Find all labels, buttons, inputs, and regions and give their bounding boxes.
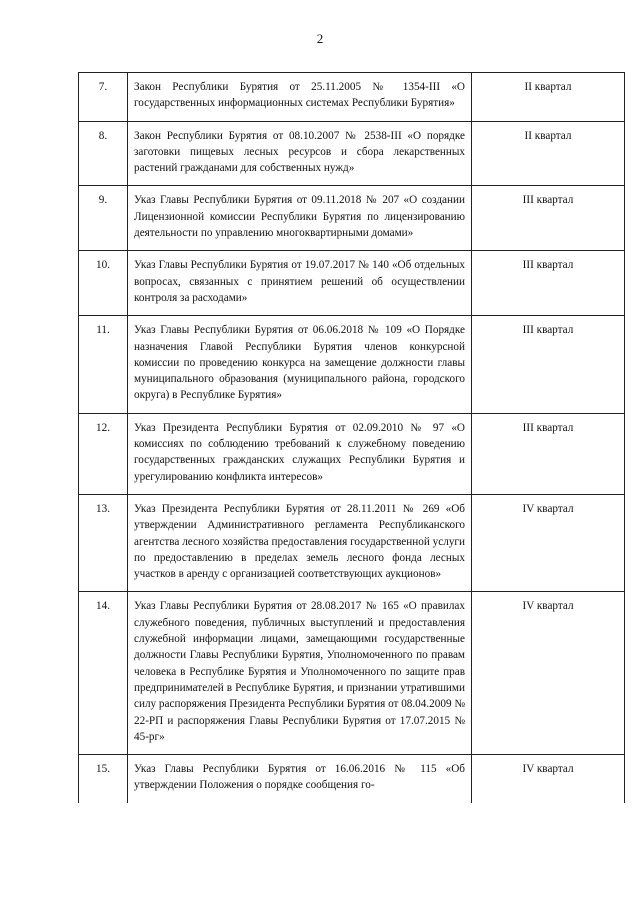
period-cell: III квартал — [472, 186, 625, 251]
act-description: Указ Главы Республики Бурятия от 28.08.2017 № 165 «О правилах служебного поведения, публичных выступлений и предоставления служебной информации лицами, замещающими государственные должности Главы Республики Бурятия, Уполномоченного по правам человека в Республике Бурятия и Уполномоченного по защите прав предпринимателей в Республике Бурятия, и признании утратившими силу распоряжения Президента Республики Бурятия от 08.04.2009 № 22-РП и распоряжения Главы Республики Бурятия от 17.07.2015 № 45-рг» — [128, 592, 472, 755]
row-number: 8. — [79, 121, 128, 186]
table-row — [79, 316, 625, 413]
table-row — [79, 413, 625, 494]
row-number: 11. — [79, 316, 128, 413]
row-number: 14. — [79, 592, 128, 755]
period-cell: II квартал — [472, 121, 625, 186]
table-row — [79, 186, 625, 251]
table-row — [79, 592, 625, 755]
period-cell: IV квартал — [472, 755, 625, 803]
period-cell: III квартал — [472, 413, 625, 494]
row-number: 10. — [79, 251, 128, 316]
table-row — [79, 494, 625, 591]
row-number: 12. — [79, 413, 128, 494]
table-row — [79, 73, 625, 122]
row-number: 15. — [79, 755, 128, 803]
act-description: Указ Главы Республики Бурятия от 16.06.2016 № 115 «Об утверждении Положения о порядке сообщения го- — [128, 755, 472, 803]
period-cell: III квартал — [472, 251, 625, 316]
table-row — [79, 121, 625, 186]
row-number: 9. — [79, 186, 128, 251]
period-cell: IV квартал — [472, 592, 625, 755]
table-row — [79, 755, 625, 803]
row-number: 7. — [79, 73, 128, 122]
row-number: 13. — [79, 494, 128, 591]
act-description: Указ Президента Республики Бурятия от 28.11.2011 № 269 «Об утверждении Административного регламента Республиканского агентства лесного хозяйства предоставления государственной услуги по предоставлению в пределах земель лесного фонда лесных участков в аренду с организацией соответствующих аукционов» — [128, 494, 472, 591]
period-cell: II квартал — [472, 73, 625, 122]
period-cell: III квартал — [472, 316, 625, 413]
act-description: Указ Главы Республики Бурятия от 09.11.2018 № 207 «О создании Лицензионной комиссии Республики Бурятия по лицензированию деятельности по управлению многоквартирными домами» — [128, 186, 472, 251]
period-cell: IV квартал — [472, 494, 625, 591]
act-description: Указ Президента Республики Бурятия от 02.09.2010 № 97 «О комиссиях по соблюдению требований к служебному поведению государственных гражданских служащих Республики Бурятия и урегулированию конфликта интересов» — [128, 413, 472, 494]
act-description: Указ Главы Республики Бурятия от 06.06.2018 № 109 «О Порядке назначения Главой Республики Бурятия членов конкурсной комиссии по проведению конкурса на замещение должности главы муниципального образования (муниципального района, городского округа) в Республике Бурятия» — [128, 316, 472, 413]
act-description: Указ Главы Республики Бурятия от 19.07.2017 № 140 «Об отдельных вопросах, связанных с принятием решений об осуществлении контроля за расходами» — [128, 251, 472, 316]
act-description: Закон Республики Бурятия от 25.11.2005 № 1354-III «О государственных информационных системах Республики Бурятия» — [128, 73, 472, 122]
table-row — [79, 251, 625, 316]
act-description: Закон Республики Бурятия от 08.10.2007 № 2538-III «О порядке заготовки пищевых лесных ресурсов и сбора лекарственных растений гражданами для собственных нужд» — [128, 121, 472, 186]
page-number: 2 — [316, 31, 324, 46]
legal-acts-table — [78, 72, 625, 803]
